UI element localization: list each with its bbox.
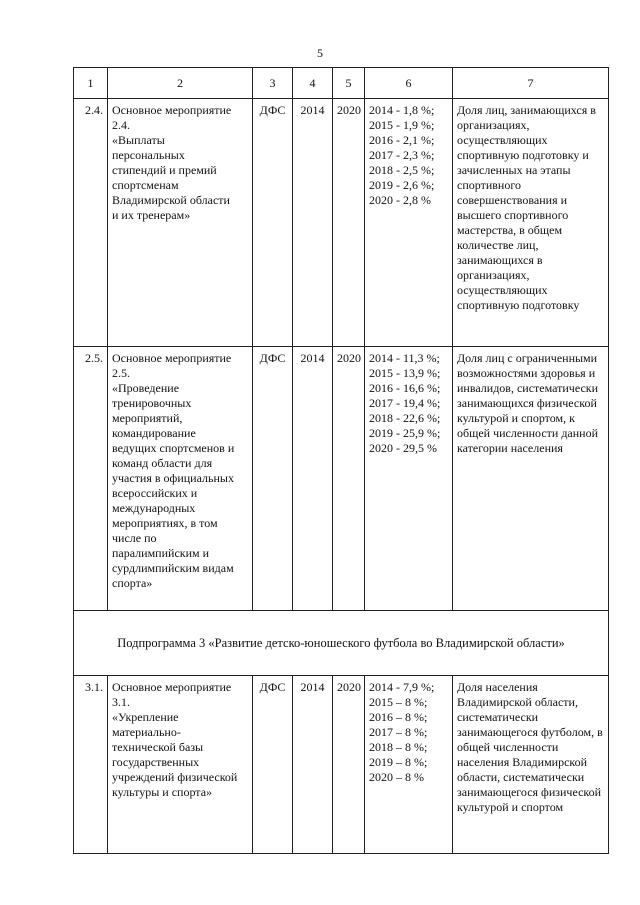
indicator-cell: Доля лиц с ограниченными возможностями здоровья и инвалидов, систематически занимающихся физической культурой и спортом, к общей численности данной категории населения <box>453 347 609 611</box>
measure-cell: Основное мероприятие 2.4. «Выплаты персональных стипендий и премий спортсменам Владимирской области и их тренерам» <box>108 99 253 347</box>
program-table <box>73 67 609 854</box>
end-year-cell: 2020 <box>333 347 365 611</box>
subprogram-title: Подпрограмма 3 «Развитие детско-юношеского футбола во Владимирской области» <box>74 611 609 676</box>
table-row <box>74 347 609 611</box>
executor-cell: ДФС <box>253 676 293 854</box>
column-header: 4 <box>293 68 333 99</box>
indicator-cell: Доля лиц, занимающихся в организациях, осуществляющих спортивную подготовку и зачисленных на этапы спортивного совершенствования и высшего спортивного мастерства, в общем количестве лиц, занимающихся в организациях, осуществляющих спортивную подготовку <box>453 99 609 347</box>
start-year-cell: 2014 <box>293 676 333 854</box>
column-header: 1 <box>74 68 108 99</box>
column-header: 6 <box>365 68 453 99</box>
indicator-cell: Доля населения Владимирской области, систематически занимающегося футболом, в общей численности населения Владимирской области, систематически занимающегося физической культурой и спортом <box>453 676 609 854</box>
row-number: 3.1. <box>74 676 108 854</box>
column-header: 5 <box>333 68 365 99</box>
column-header: 2 <box>108 68 253 99</box>
executor-cell: ДФС <box>253 99 293 347</box>
column-header: 7 <box>453 68 609 99</box>
start-year-cell: 2014 <box>293 347 333 611</box>
column-header: 3 <box>253 68 293 99</box>
table-row <box>74 676 609 854</box>
measure-cell: Основное мероприятие 3.1. «Укрепление материально- технической базы государственных учреждений физической культуры и спорта» <box>108 676 253 854</box>
values-cell: 2014 - 1,8 %; 2015 - 1,9 %; 2016 - 2,1 %; 2017 - 2,3 %; 2018 - 2,5 %; 2019 - 2,6 %; 2020 - 2,8 % <box>365 99 453 347</box>
table-row <box>74 99 609 347</box>
end-year-cell: 2020 <box>333 676 365 854</box>
values-cell: 2014 - 7,9 %; 2015 – 8 %; 2016 – 8 %; 2017 – 8 %; 2018 – 8 %; 2019 – 8 %; 2020 – 8 % <box>365 676 453 854</box>
end-year-cell: 2020 <box>333 99 365 347</box>
executor-cell: ДФС <box>253 347 293 611</box>
row-number: 2.5. <box>74 347 108 611</box>
subprogram-row <box>74 611 609 676</box>
table-header-row <box>74 68 609 99</box>
page-number: 5 <box>317 46 323 60</box>
values-cell: 2014 - 11,3 %; 2015 - 13,9 %; 2016 - 16,6 %; 2017 - 19,4 %; 2018 - 22,6 %; 2019 - 25,9 %; 2020 - 29,5 % <box>365 347 453 611</box>
start-year-cell: 2014 <box>293 99 333 347</box>
row-number: 2.4. <box>74 99 108 347</box>
measure-cell: Основное мероприятие 2.5. «Проведение тренировочных мероприятий, командирование ведущих спортсменов и команд области для участия в официальных всероссийских и международных мероприятиях, в том числе по паралимпийским и сурдлимпийским видам спорта» <box>108 347 253 611</box>
